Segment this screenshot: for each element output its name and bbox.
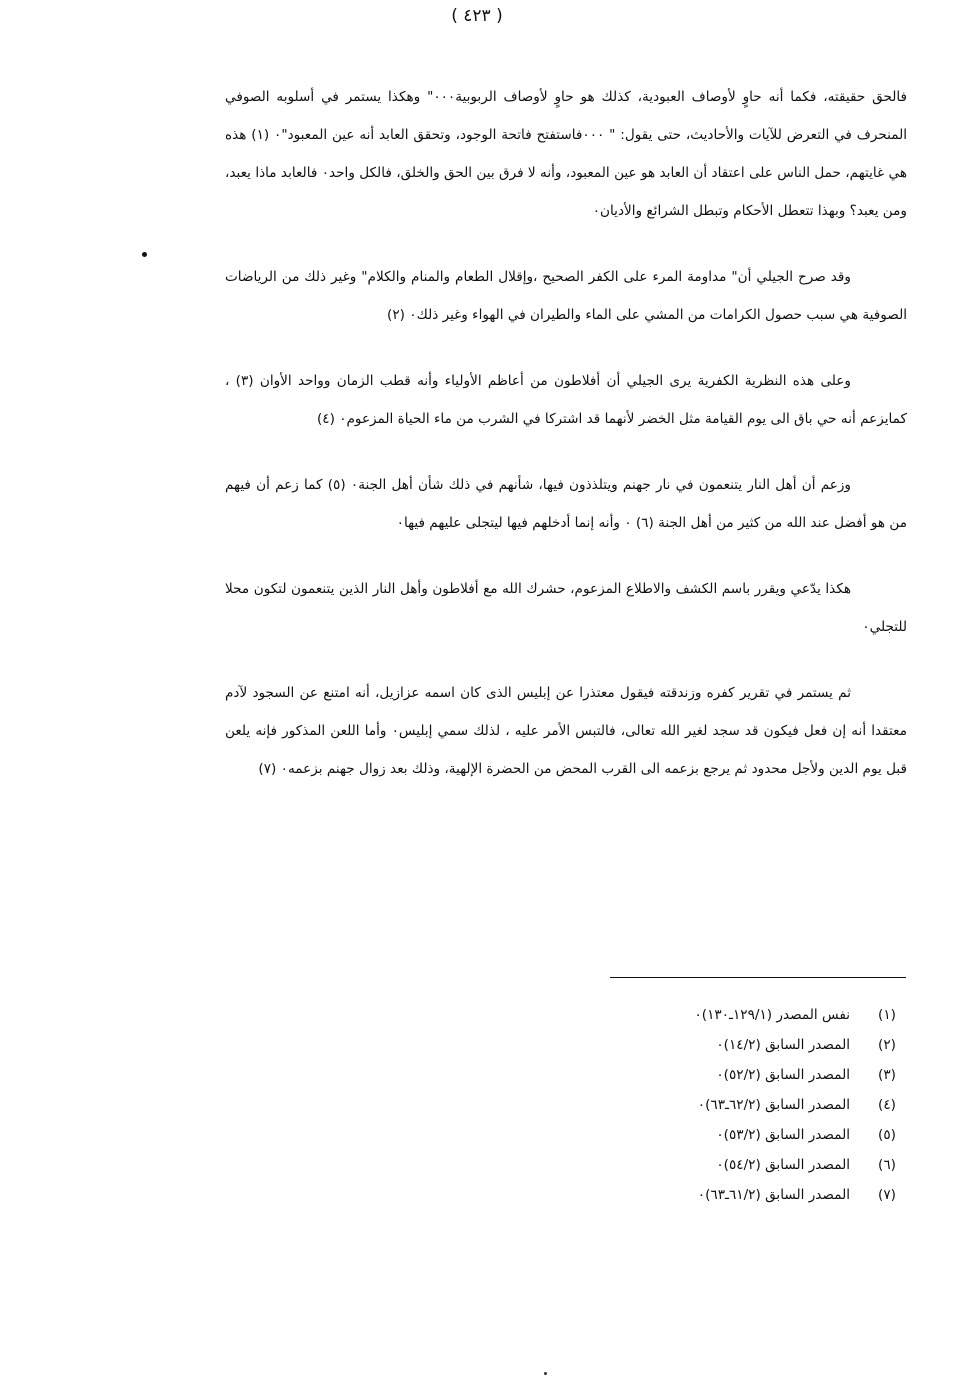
- footnote-item: [576, 1000, 906, 1030]
- footnote-number: (٣): [878, 1067, 896, 1083]
- footnotes-list: [576, 1000, 906, 1210]
- footnote-number: (٥): [878, 1127, 896, 1143]
- footnote-item: [576, 1090, 906, 1120]
- footnote-text: المصدر السابق (٦٢/٢ـ٦٣)٠: [697, 1097, 850, 1113]
- paragraph-6: ثم يستمر في تقرير كفره وزندقته فيقول معتذرا عن إبليس الذى كان اسمه عزازيل، أنه امتنع عن السجود لآدم معتقدا أنه إن فعل فيكون قد سجد لغير الله تعالى، فالتبس الأمر عليه ، لذلك سمي إبليس٠ وأما اللعن المذكور فإنه يلعن قبل يوم الدين ولأجل محدود ثم يرجع بزعمه الى القرب المحض من الحضرة الإلهية، وذلك بعد زوال جهنم بزعمه٠ (٧): [225, 685, 907, 777]
- footnote-item: [576, 1150, 906, 1180]
- footnote-item: [576, 1060, 906, 1090]
- footnote-text: المصدر السابق (٥٤/٢)٠: [716, 1157, 850, 1173]
- paragraph-1: فالحق حقيقته، فكما أنه حاوٍ لأوصاف العبودية، كذلك هو حاوٍ لأوصاف الربوبية٠٠٠" وهكذا يستمر في أسلوبه الصوفي المنحرف في التعرض للآيات والأحاديث، حتى يقول: " ٠٠٠فاستفتح فاتحة الوجود، وتحقق العابد أنه عين المعبود"٠ (١) هذه هي غايتهم، حمل الناس على اعتقاد أن العابد هو عين المعبود، وأنه لا فرق بين الحق والخلق، فالكل واحد٠ فالعابد ماذا يعبد، ومن يعبد؟ وبهذا تتعطل الأحكام وتبطل الشرائع والأديان٠: [225, 89, 908, 219]
- bottom-dot: [544, 1372, 547, 1375]
- footnote-text: نفس المصدر (١٢٩/١ـ١٣٠)٠: [694, 1007, 850, 1023]
- footnote-divider: [610, 977, 906, 978]
- page-number: ( ٤٢٣ ): [451, 6, 503, 26]
- footnote-item: [576, 1180, 906, 1210]
- paragraph-3: وعلى هذه النظرية الكفرية يرى الجيلي أن أفلاطون من أعاظم الأولياء وأنه قطب الزمان وواحد الأوان (٣) ، كمايزعم أنه حي باق الى يوم القيامة مثل الخضر لأنهما قد اشتركا في الشرب من ماء الحياة المزعوم٠ (٤): [225, 373, 907, 427]
- footnote-number: (٦): [878, 1157, 896, 1173]
- footnote-number: (٧): [878, 1187, 896, 1203]
- footnote-text: المصدر السابق (١٤/٢)٠: [716, 1037, 850, 1053]
- paragraph-4: وزعم أن أهل النار يتنعمون في نار جهنم ويتلذذون فيها، شأنهم في ذلك شأن أهل الجنة٠ (٥) كما زعم أن فيهم من هو أفضل عند الله من كثير من أهل الجنة (٦) ٠ وأنه إنما أدخلهم فيها ليتجلى عليهم فيها٠: [225, 477, 907, 531]
- footnote-number: (٢): [878, 1037, 896, 1053]
- footnote-number: (٤): [878, 1097, 896, 1113]
- footnote-text: المصدر السابق (٥٢/٢)٠: [716, 1067, 850, 1083]
- footnote-item: [576, 1030, 906, 1060]
- margin-dot: [142, 252, 147, 257]
- main-text: [225, 78, 907, 816]
- paragraph-2: وقد صرح الجيلي أن" مداومة المرء على الكفر الصحيح ،وإقلال الطعام والمنام والكلام" وغير ذلك من الرياضات الصوفية هي سبب حصول الكرامات من المشي على الماء والطيران في الهواء وغير ذلك٠ (٢): [225, 269, 907, 323]
- footnote-item: [576, 1120, 906, 1150]
- footnote-text: المصدر السابق (٥٣/٢)٠: [716, 1127, 850, 1143]
- paragraph-5: هكذا يدّعي ويقرر باسم الكشف والاطلاع المزعوم، حشرك الله مع أفلاطون وأهل النار الذين يتنعمون لتكون محلا للتجلي٠: [225, 581, 907, 635]
- footnote-text: المصدر السابق (٦١/٢ـ٦٣)٠: [697, 1187, 850, 1203]
- footnote-number: (١): [878, 1007, 896, 1023]
